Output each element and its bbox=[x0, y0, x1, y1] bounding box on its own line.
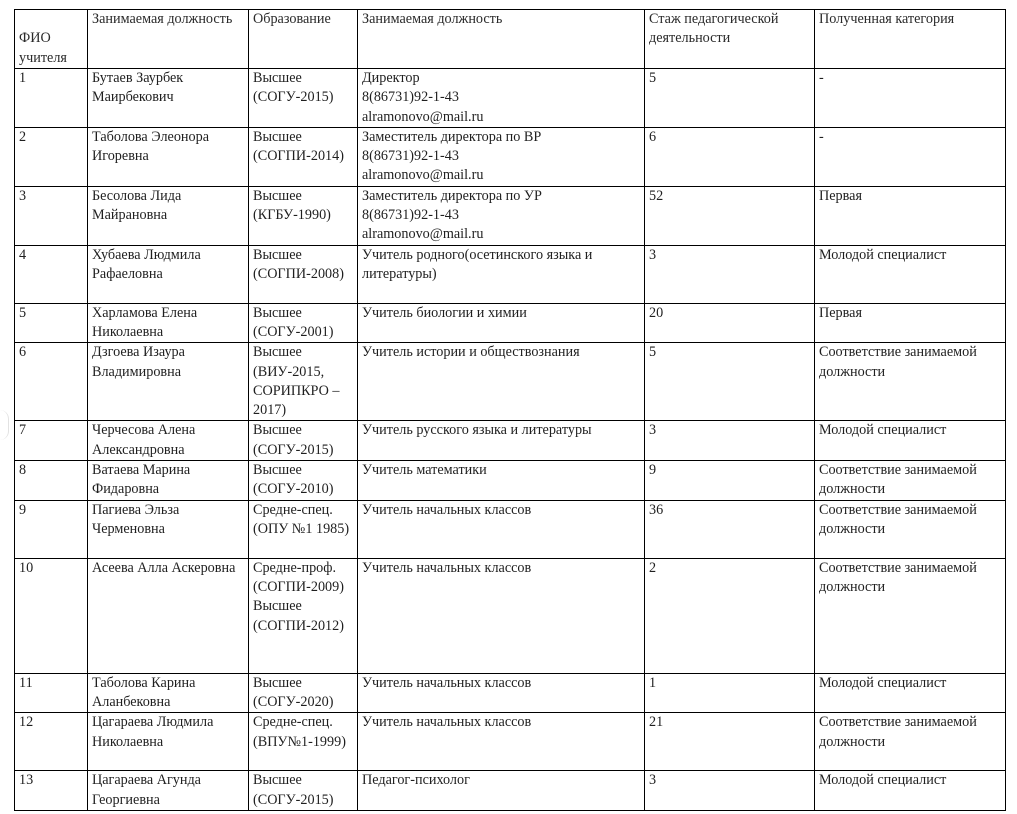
cell-category: - bbox=[815, 127, 1006, 186]
cell-experience: 3 bbox=[645, 421, 815, 461]
cell-education: Высшее (СОГУ-2015) bbox=[249, 69, 358, 128]
cell-experience: 9 bbox=[645, 461, 815, 501]
cell-experience: 3 bbox=[645, 771, 815, 811]
header-position: Занимаемая должность bbox=[88, 10, 249, 69]
table-row bbox=[15, 558, 1006, 673]
cell-name: Бесолова Лида Майрановна bbox=[88, 186, 249, 245]
table-row bbox=[15, 771, 1006, 811]
cell-position: Заместитель директора по ВР 8(86731)92-1-43 alramonovo@mail.ru bbox=[358, 127, 645, 186]
cell-position: Учитель математики bbox=[358, 461, 645, 501]
table-row bbox=[15, 713, 1006, 771]
cell-position: Учитель родного(осетинского языка и литературы) bbox=[358, 245, 645, 303]
cell-category: Молодой специалист bbox=[815, 245, 1006, 303]
cell-experience: 52 bbox=[645, 186, 815, 245]
header-position-contact: Занимаемая должность bbox=[358, 10, 645, 69]
table-row bbox=[15, 303, 1006, 343]
cell-education: Высшее (КГБУ-1990) bbox=[249, 186, 358, 245]
table-row bbox=[15, 421, 1006, 461]
cell-experience: 6 bbox=[645, 127, 815, 186]
cell-name: Цагараева Людмила Николаевна bbox=[88, 713, 249, 771]
cell-name: Пагиева Эльза Черменовна bbox=[88, 500, 249, 558]
cell-name: Таболова Карина Аланбековна bbox=[88, 673, 249, 713]
cell-experience: 36 bbox=[645, 500, 815, 558]
cell-experience: 3 bbox=[645, 245, 815, 303]
header-fio: ФИО учителя bbox=[15, 10, 88, 69]
staff-table bbox=[14, 9, 1006, 811]
cell-category: Соответствие занимаемой должности bbox=[815, 558, 1006, 673]
cell-category: Молодой специалист bbox=[815, 673, 1006, 713]
cell-experience: 2 bbox=[645, 558, 815, 673]
cell-number: 11 bbox=[15, 673, 88, 713]
cell-education: Средне-проф. (СОГПИ-2009) Высшее (СОГПИ-2012) bbox=[249, 558, 358, 673]
cell-position: Учитель истории и обществознания bbox=[358, 343, 645, 421]
cell-name: Дзгоева Изаура Владимировна bbox=[88, 343, 249, 421]
cell-category: Молодой специалист bbox=[815, 421, 1006, 461]
cell-category: Молодой специалист bbox=[815, 771, 1006, 811]
cell-education: Высшее (СОГУ-2020) bbox=[249, 673, 358, 713]
table-row bbox=[15, 245, 1006, 303]
document-page bbox=[14, 9, 1006, 811]
cell-category: Соответствие занимаемой должности bbox=[815, 461, 1006, 501]
cell-name: Таболова Элеонора Игоревна bbox=[88, 127, 249, 186]
cell-name: Харламова Елена Николаевна bbox=[88, 303, 249, 343]
table-row bbox=[15, 127, 1006, 186]
cell-position: Учитель биологии и химии bbox=[358, 303, 645, 343]
cell-experience: 1 bbox=[645, 673, 815, 713]
cell-position: Учитель начальных классов bbox=[358, 673, 645, 713]
cell-number: 12 bbox=[15, 713, 88, 771]
cell-experience: 20 bbox=[645, 303, 815, 343]
cell-name: Черчесова Алена Александровна bbox=[88, 421, 249, 461]
cell-education: Высшее (СОГПИ-2014) bbox=[249, 127, 358, 186]
cell-number: 3 bbox=[15, 186, 88, 245]
cell-number: 8 bbox=[15, 461, 88, 501]
table-row bbox=[15, 343, 1006, 421]
cell-position: Педагог-психолог bbox=[358, 771, 645, 811]
cell-education: Средне-спец. (ОПУ №1 1985) bbox=[249, 500, 358, 558]
header-education: Образование bbox=[249, 10, 358, 69]
cell-experience: 5 bbox=[645, 69, 815, 128]
cell-number: 10 bbox=[15, 558, 88, 673]
cell-number: 6 bbox=[15, 343, 88, 421]
table-row bbox=[15, 500, 1006, 558]
table-row bbox=[15, 186, 1006, 245]
table-header-row bbox=[15, 10, 1006, 69]
cell-education: Высшее (СОГУ-2015) bbox=[249, 771, 358, 811]
cell-education: Высшее (СОГУ-2010) bbox=[249, 461, 358, 501]
cell-education: Высшее (СОГУ-2001) bbox=[249, 303, 358, 343]
cell-education: Высшее (СОГПИ-2008) bbox=[249, 245, 358, 303]
cell-experience: 21 bbox=[645, 713, 815, 771]
cell-name: Хубаева Людмила Рафаеловна bbox=[88, 245, 249, 303]
cell-number: 7 bbox=[15, 421, 88, 461]
cell-experience: 5 bbox=[645, 343, 815, 421]
cell-position: Директор 8(86731)92-1-43 alramonovo@mail.ru bbox=[358, 69, 645, 128]
cell-education: Высшее (ВИУ-2015, СОРИПКРО – 2017) bbox=[249, 343, 358, 421]
cell-education: Средне-спец. (ВПУ№1-1999) bbox=[249, 713, 358, 771]
cell-position: Учитель начальных классов bbox=[358, 558, 645, 673]
cell-category: Соответствие занимаемой должности bbox=[815, 343, 1006, 421]
cell-number: 5 bbox=[15, 303, 88, 343]
cell-category: Первая bbox=[815, 186, 1006, 245]
table-row bbox=[15, 69, 1006, 128]
table-row bbox=[15, 461, 1006, 501]
cell-category: Первая bbox=[815, 303, 1006, 343]
header-experience: Стаж педагогической деятельности bbox=[645, 10, 815, 69]
cell-position: Учитель русского языка и литературы bbox=[358, 421, 645, 461]
cell-position: Учитель начальных классов bbox=[358, 500, 645, 558]
cell-number: 2 bbox=[15, 127, 88, 186]
cell-number: 4 bbox=[15, 245, 88, 303]
cell-number: 9 bbox=[15, 500, 88, 558]
cell-education: Высшее (СОГУ-2015) bbox=[249, 421, 358, 461]
cell-name: Цагараева Агунда Георгиевна bbox=[88, 771, 249, 811]
cell-name: Бутаев Заурбек Маирбекович bbox=[88, 69, 249, 128]
page-edge-marker bbox=[0, 410, 9, 440]
cell-number: 13 bbox=[15, 771, 88, 811]
cell-number: 1 bbox=[15, 69, 88, 128]
table-row bbox=[15, 673, 1006, 713]
cell-category: Соответствие занимаемой должности bbox=[815, 713, 1006, 771]
cell-position: Заместитель директора по УР 8(86731)92-1-43 alramonovo@mail.ru bbox=[358, 186, 645, 245]
cell-category: - bbox=[815, 69, 1006, 128]
cell-name: Асеева Алла Аскеровна bbox=[88, 558, 249, 673]
header-category: Полученная категория bbox=[815, 10, 1006, 69]
cell-name: Ватаева Марина Фидаровна bbox=[88, 461, 249, 501]
cell-category: Соответствие занимаемой должности bbox=[815, 500, 1006, 558]
cell-position: Учитель начальных классов bbox=[358, 713, 645, 771]
